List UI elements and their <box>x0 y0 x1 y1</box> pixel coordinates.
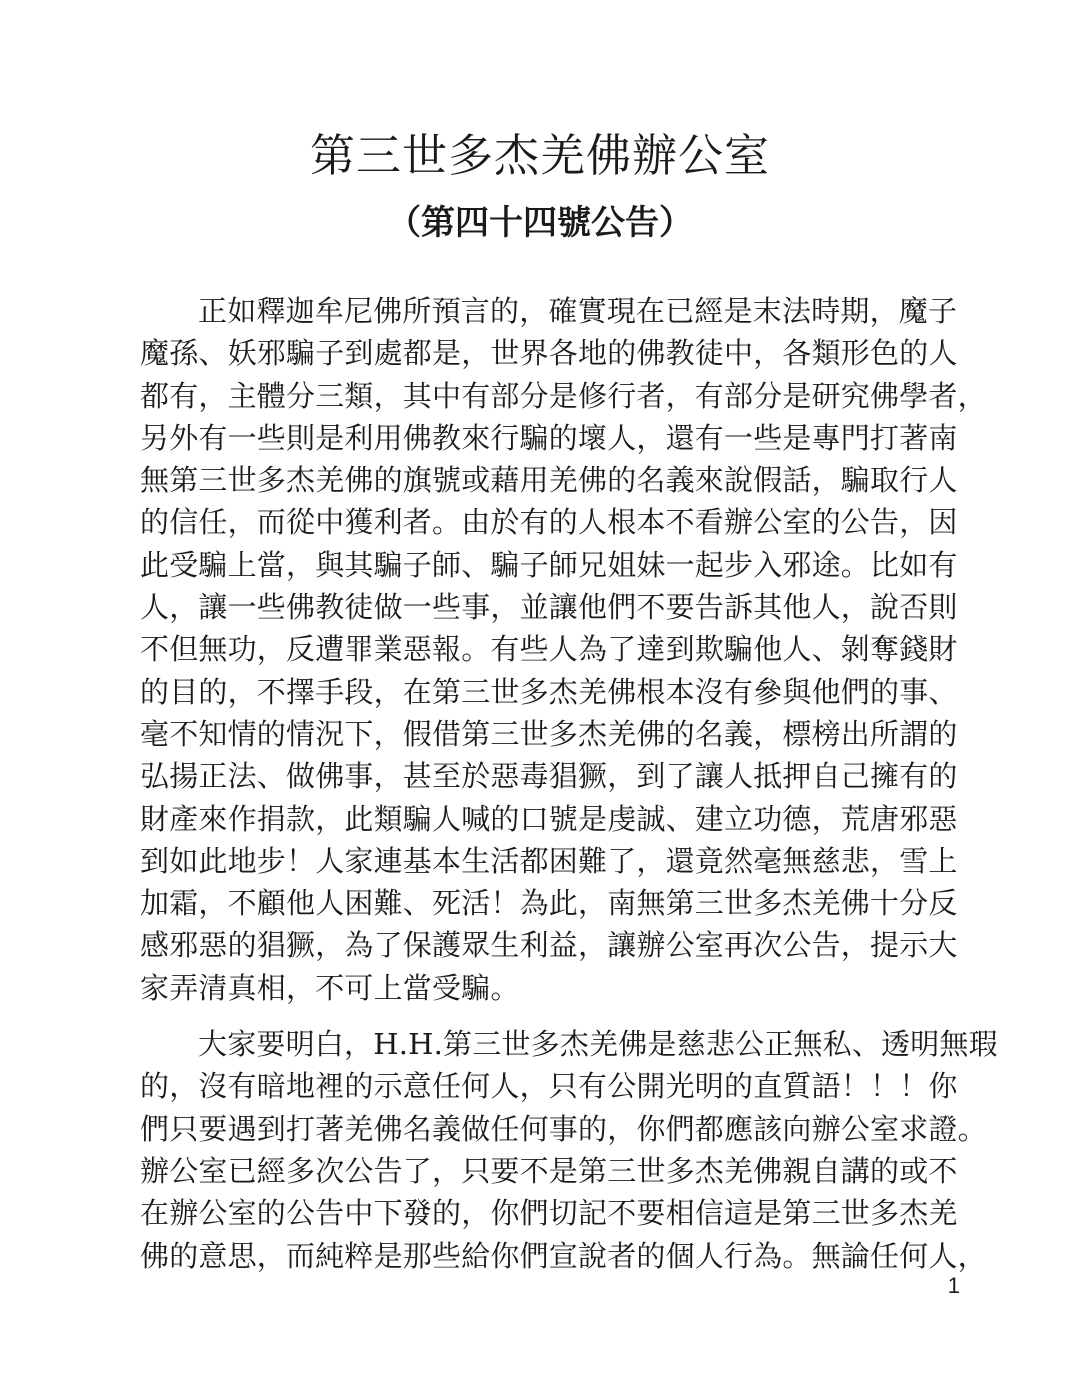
text-line: 無第三世多杰羌佛的旗號或藉用羌佛的名義來說假話，騙取行人 <box>140 463 958 498</box>
text-line: 正如釋迦牟尼佛所預言的，確實現在已經是末法時期，魔子 <box>198 294 958 328</box>
document-title: 第三世多杰羌佛辦公室 <box>309 129 770 182</box>
text-line: 到如此地步！人家連基本生活都困難了，還竟然毫無慈悲，雪上 <box>140 843 958 878</box>
text-line: 人，讓一些佛教徒做一些事，並讓他們不要告訴其他人，說否則 <box>140 590 958 625</box>
text-line: 在辦公室的公告中下發的，你們切記不要相信這是第三世多杰羌 <box>140 1196 958 1231</box>
text-line: 不但無功，反遭罪業惡報。有些人為了達到欺騙他人、剝奪錢財 <box>140 632 958 667</box>
text-line: 弘揚正法、做佛事，甚至於惡毒猖獗，到了讓人抵押自己擁有的 <box>140 759 958 794</box>
text-line: 感邪惡的猖獗，為了保護眾生利益，讓辦公室再次公告，提示大 <box>140 928 958 963</box>
text-line: 的信任，而從中獲利者。由於有的人根本不看辦公室的公告，因 <box>140 505 958 540</box>
text-line: 魔孫、妖邪騙子到處都是，世界各地的佛教徒中，各類形色的人 <box>140 336 958 371</box>
text-line: 加霜，不顧他人困難、死活！為此，南無第三世多杰羌佛十分反 <box>140 886 958 921</box>
text-line: 都有，主體分三類，其中有部分是修行者，有部分是研究佛學者， <box>140 378 987 413</box>
text-line: 家弄清真相，不可上當受騙。 <box>140 970 520 1005</box>
paragraph-1 <box>140 290 987 1009</box>
text-line: 辦公室已經多次公告了，只要不是第三世多杰羌佛親自講的或不 <box>140 1153 958 1188</box>
text-line: 佛的意思，而純粹是那些給你們宣說者的個人行為。無論任何人， <box>140 1238 987 1273</box>
page-number: 1 <box>947 1273 960 1298</box>
text-line: 毫不知情的情況下，假借第三世多杰羌佛的名義，標榜出所謂的 <box>140 716 958 751</box>
text-line: 們只要遇到打著羌佛名義做任何事的，你們都應該向辦公室求證。 <box>140 1111 987 1146</box>
text-line: 財產來作捐款，此類騙人喊的口號是虔誠、建立功德，荒唐邪惡 <box>140 801 958 836</box>
text-line: 大家要明白，H.H.第三世多杰羌佛是慈悲公正無私、透明無瑕 <box>198 1027 998 1062</box>
text-line: 的，沒有暗地裡的示意任何人，只有公開光明的直質語！！！你 <box>140 1069 958 1104</box>
text-line: 此受騙上當，與其騙子師、騙子師兄姐妹一起步入邪途。比如有 <box>140 547 958 582</box>
paragraph-2 <box>140 1023 998 1277</box>
announcement-number: （第四十四號公告） <box>387 203 693 243</box>
text-line: 另外有一些則是利用佛教來行騙的壞人，還有一些是專門打著南 <box>140 420 958 455</box>
paragraph-spacer <box>140 1009 970 1023</box>
document-body <box>140 290 998 1277</box>
text-line: 的目的，不擇手段，在第三世多杰羌佛根本沒有參與他們的事、 <box>140 674 958 709</box>
